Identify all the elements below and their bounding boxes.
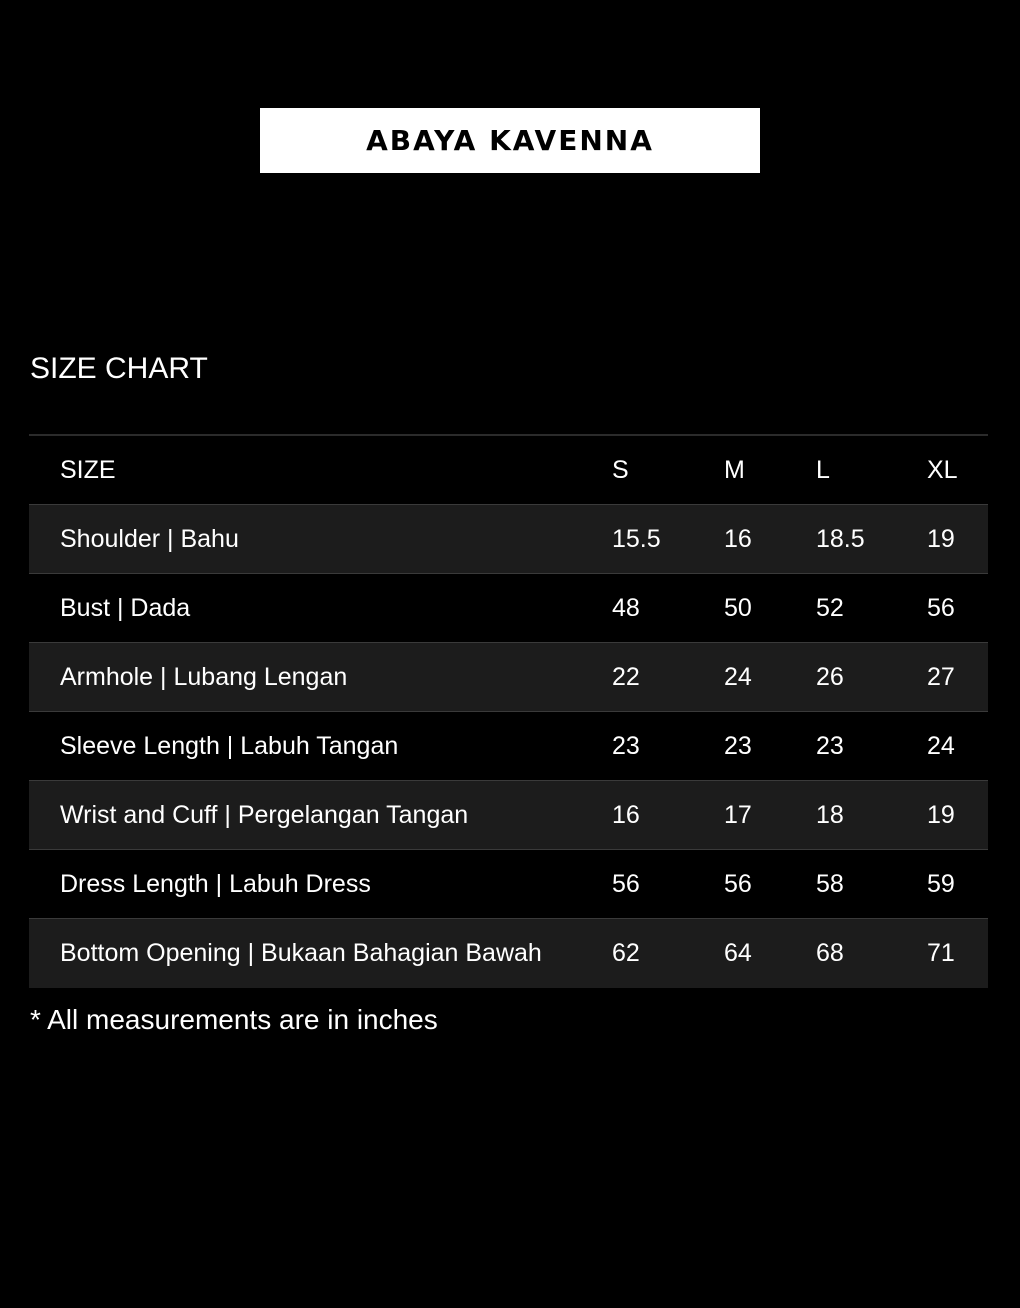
row-label: Dress Length | Labuh Dress [60,869,371,898]
header-s: S [612,455,629,484]
row-label: Wrist and Cuff | Pergelangan Tangan [60,800,469,829]
value-s: 16 [612,800,640,829]
value-l: 26 [816,662,844,691]
value-xl: 59 [927,869,955,898]
value-l: 23 [816,731,844,760]
value-s: 62 [612,939,640,967]
value-xl: 27 [927,662,955,691]
table-row [29,574,988,643]
value-xl: 19 [927,800,955,829]
value-m: 24 [724,662,752,691]
value-l: 68 [816,939,844,967]
value-s: 22 [612,662,640,691]
table-row [29,712,988,781]
value-m: 17 [724,800,752,829]
value-l: 18.5 [816,524,865,553]
value-s: 56 [612,869,640,898]
row-label: Sleeve Length | Labuh Tangan [60,731,399,760]
header-xl: XL [927,455,958,484]
size-chart-table [29,434,988,988]
value-m: 23 [724,731,752,760]
value-m: 50 [724,593,752,622]
value-l: 52 [816,593,844,622]
table-row [29,919,988,988]
value-m: 56 [724,869,752,898]
value-xl: 19 [927,524,955,553]
row-label: Shoulder | Bahu [60,524,239,553]
measurement-footnote: * All measurements are in inches [30,1004,438,1035]
value-s: 15.5 [612,524,661,553]
table-row [29,781,988,850]
row-label: Bottom Opening | Bukaan Bahagian Bawah [60,939,542,967]
value-l: 18 [816,800,844,829]
value-m: 16 [724,524,752,553]
table-row [29,643,988,712]
value-s: 48 [612,593,640,622]
brand-banner [260,108,760,173]
value-xl: 24 [927,731,955,760]
table-row [29,505,988,574]
table-header-row [29,436,988,505]
value-m: 64 [724,939,752,967]
header-l: L [816,455,830,484]
value-xl: 71 [927,939,955,967]
section-title: SIZE CHART [30,352,208,385]
value-s: 23 [612,731,640,760]
row-label: Armhole | Lubang Lengan [60,662,348,691]
brand-title: ABAYA KAVENNA [366,124,654,157]
header-size: SIZE [60,455,116,484]
value-l: 58 [816,869,844,898]
table-row [29,850,988,919]
header-m: M [724,455,745,484]
row-label: Bust | Dada [60,593,191,622]
value-xl: 56 [927,593,955,622]
